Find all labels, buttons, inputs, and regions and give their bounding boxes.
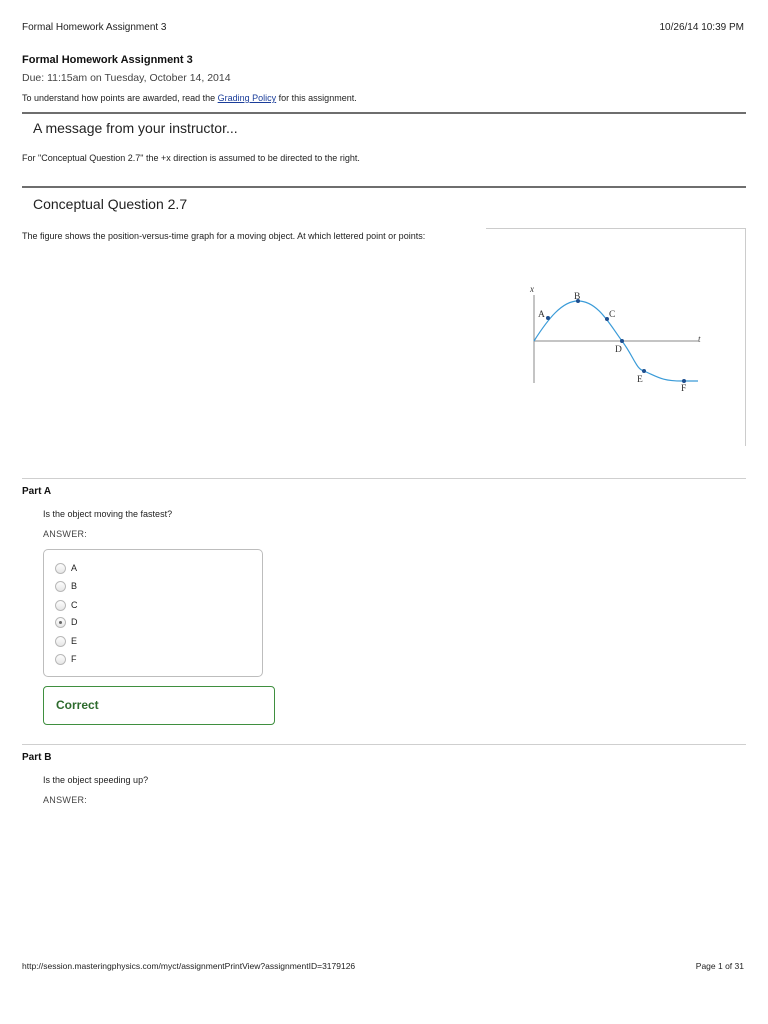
- section-divider: [22, 112, 746, 114]
- question-text: The figure shows the position-versus-time graph for a moving object. At which lettered point or points:: [22, 231, 426, 241]
- grading-policy-note: [22, 93, 357, 103]
- choice-f[interactable]: [55, 652, 77, 666]
- question-heading: Conceptual Question 2.7: [33, 196, 188, 212]
- choice-e-label: E: [71, 636, 78, 646]
- choice-a-label: A: [71, 563, 78, 573]
- due-date: Due: 11:15am on Tuesday, October 14, 2014: [22, 72, 231, 84]
- part-a-choices: [43, 549, 263, 677]
- part-a-prompt: Is the object moving the fastest?: [43, 509, 173, 519]
- page-url: http://session.masteringphysics.com/myct/assignmentPrintView?assignmentID=3179126: [22, 961, 356, 971]
- point-f-label: F: [681, 384, 687, 394]
- part-divider: [22, 478, 746, 479]
- choice-c[interactable]: [55, 598, 78, 612]
- point-d-label: D: [615, 345, 622, 355]
- choice-d-label: D: [71, 617, 78, 627]
- radio-b[interactable]: [55, 581, 66, 592]
- policy-text-after: for this assignment.: [276, 93, 357, 103]
- print-header-timestamp: 10/26/14 10:39 PM: [659, 22, 744, 33]
- t-axis-label: t: [698, 334, 701, 344]
- point-e-marker: [642, 369, 646, 373]
- page-number: Page 1 of 31: [695, 961, 744, 971]
- instructor-message-heading: A message from your instructor...: [33, 120, 238, 136]
- feedback-correct-text: Correct: [56, 698, 99, 712]
- radio-a[interactable]: [55, 563, 66, 574]
- instructor-message-text: For "Conceptual Question 2.7" the +x direction is assumed to be directed to the right.: [22, 153, 360, 163]
- position-time-graph: [486, 229, 746, 447]
- position-time-figure: [486, 228, 746, 446]
- choice-a[interactable]: [55, 561, 77, 575]
- point-a-marker: [546, 316, 550, 320]
- point-d-marker: [620, 339, 624, 343]
- point-b-label: B: [574, 292, 581, 302]
- part-divider: [22, 744, 746, 745]
- point-e-label: E: [637, 375, 643, 385]
- point-f-marker: [682, 379, 686, 383]
- part-a-answer-label: ANSWER:: [43, 529, 88, 539]
- point-c-label: C: [609, 310, 616, 320]
- x-axis-label: x: [530, 284, 534, 294]
- part-b-prompt: Is the object speeding up?: [43, 775, 149, 785]
- radio-c[interactable]: [55, 600, 66, 611]
- radio-d-selected[interactable]: [55, 617, 66, 628]
- part-b-answer-label: ANSWER:: [43, 795, 88, 805]
- radio-e[interactable]: [55, 636, 66, 647]
- point-a-label: A: [538, 310, 545, 320]
- choice-b[interactable]: [55, 579, 77, 593]
- choice-c-label: C: [71, 600, 78, 610]
- policy-text-before: To understand how points are awarded, read the: [22, 93, 218, 103]
- choice-f-label: F: [71, 654, 77, 664]
- choice-e[interactable]: [55, 634, 77, 648]
- choice-b-label: B: [71, 581, 78, 591]
- part-a-feedback: [43, 686, 275, 725]
- choice-d[interactable]: [55, 615, 78, 629]
- part-b-label: Part B: [22, 752, 52, 763]
- part-a-label: Part A: [22, 486, 52, 497]
- section-divider: [22, 186, 746, 188]
- radio-f[interactable]: [55, 654, 66, 665]
- assignment-title: Formal Homework Assignment 3: [22, 54, 193, 66]
- print-header-title: Formal Homework Assignment 3: [22, 22, 167, 33]
- grading-policy-link[interactable]: Grading Policy: [217, 93, 277, 103]
